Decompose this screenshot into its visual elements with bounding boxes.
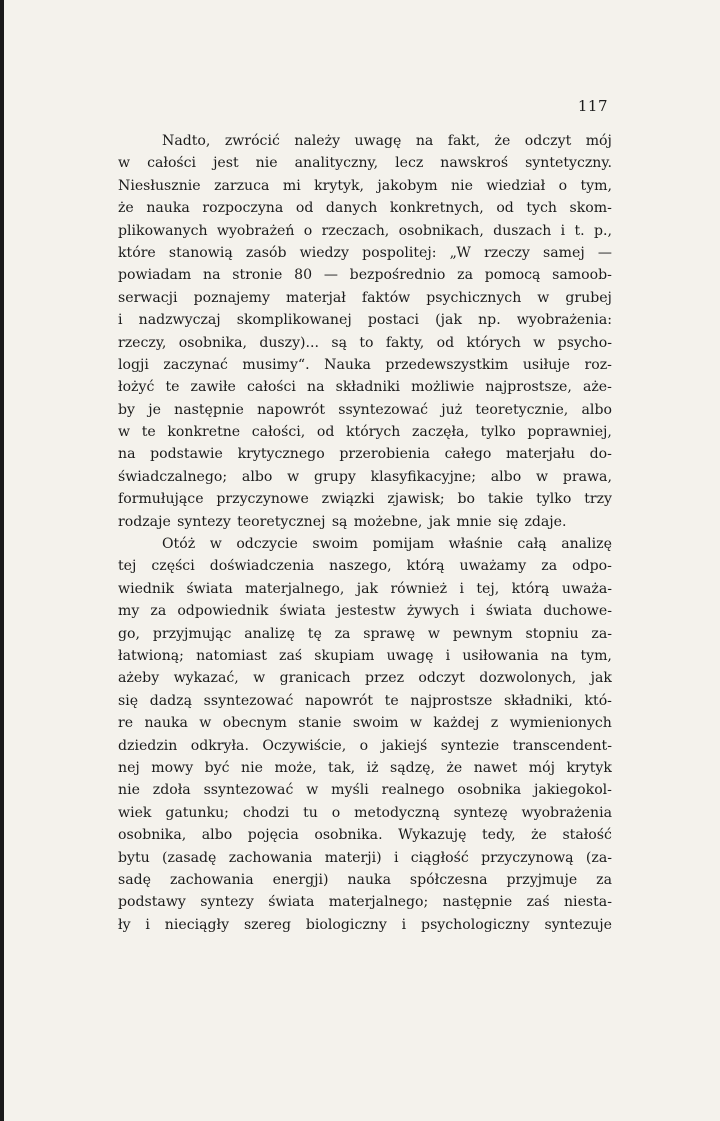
text-line: osobnika, albo pojęcia osobnika. Wykazuję tedy, że stałość	[118, 827, 612, 844]
text-line: Niesłusznie zarzuca mi krytyk, jakobym nie wiedział o tym,	[118, 177, 612, 194]
text-line: ły i nieciągły szereg biologiczny i psychologiczny syntezuje	[118, 916, 612, 933]
text-line: łożyć te zawiłe całości na składniki możliwie najprostsze, aże-	[118, 379, 612, 396]
text-line: rodzaje syntezy teoretycznej są możebne, jak mnie się zdaje.	[118, 513, 567, 530]
text-line: nie zdoła ssyntezować w myśli realnego osobnika jakiegokol-	[118, 782, 612, 799]
paragraph	[118, 130, 612, 533]
text-line: Otóż w odczycie swoim pomijam właśnie całą analizę	[162, 536, 612, 553]
text-line: bytu (zasadę zachowania materji) i ciągłość przyczynową (za-	[118, 849, 612, 866]
text-line: się dadzą ssyntezować napowrót te najprostsze składniki, któ-	[118, 692, 612, 709]
page-text	[118, 130, 612, 936]
text-line: rzeczy, osobnika, duszy)... są to fakty, od których w psycho-	[118, 334, 612, 351]
text-line: świadczalnego; albo w grupy klasyfikacyjne; albo w prawa,	[118, 468, 612, 485]
page-number: 117	[577, 97, 608, 115]
paragraph	[118, 533, 612, 936]
text-line: Nadto, zwrócić należy uwagę na fakt, że odczyt mój	[162, 133, 612, 149]
text-line: wiek gatunku; chodzi tu o metodyczną syntezę wyobrażenia	[118, 804, 612, 821]
text-line: nej mowy być nie może, tak, iż sądzę, że nawet mój krytyk	[118, 759, 612, 776]
text-line: go, przyjmując analizę tę za sprawę w pewnym stopniu za-	[118, 625, 612, 642]
text-line: dziedzin odkryła. Oczywiście, o jakiejś syntezie transcendent-	[118, 737, 612, 754]
text-line: formułujące przyczynowe związki zjawisk; bo takie tylko trzy	[118, 491, 612, 508]
text-line: by je następnie napowrót ssyntezować już teoretycznie, albo	[118, 401, 612, 418]
text-line: podstawy syntezy świata materjalnego; następnie zaś niesta-	[118, 894, 612, 911]
text-line: plikowanych wyobrażeń o rzeczach, osobnikach, duszach i t. p.,	[118, 222, 612, 239]
text-line: na podstawie krytycznego przerobienia całego materjału do-	[118, 446, 612, 463]
text-line: które stanowią zasób wiedzy pospolitej: „W rzeczy samej —	[118, 244, 612, 261]
text-line: i nadzwyczaj skomplikowanej postaci (jak np. wyobrażenia:	[118, 312, 612, 329]
text-line: tej części doświadczenia naszego, którą uważamy za odpo-	[118, 558, 612, 575]
text-line: wiednik świata materjalnego, jak również i tej, którą uważa-	[118, 580, 612, 597]
text-line: w całości jest nie analityczny, lecz nawskroś syntetyczny.	[118, 155, 612, 172]
text-line: my za odpowiednik świata jestestw żywych i świata duchowe-	[118, 603, 612, 620]
text-line: powiadam na stronie 80 — bezpośrednio za pomocą samoob-	[118, 267, 612, 284]
text-line: łatwioną; natomiast zaś skupiam uwagę i usiłowania na tym,	[118, 647, 612, 664]
text-line: sadę zachowania energji) nauka spółczesna przyjmuje za	[118, 871, 612, 888]
text-line: ażeby wykazać, w granicach przez odczyt dozwolonych, jak	[118, 670, 612, 687]
text-line: w te konkretne całości, od których zaczęła, tylko poprawniej,	[118, 424, 612, 441]
text-line: serwacji poznajemy materjał faktów psychicznych w grubej	[118, 289, 612, 306]
text-line: że nauka rozpoczyna od danych konkretnych, od tych skom-	[118, 200, 612, 217]
book-spine-edge	[0, 0, 4, 1121]
text-line: re nauka w obecnym stanie swoim w każdej z wymienionych	[118, 715, 612, 732]
text-line: logji zaczynać musimy“. Nauka przedewszystkim usiłuje roz-	[118, 356, 612, 373]
